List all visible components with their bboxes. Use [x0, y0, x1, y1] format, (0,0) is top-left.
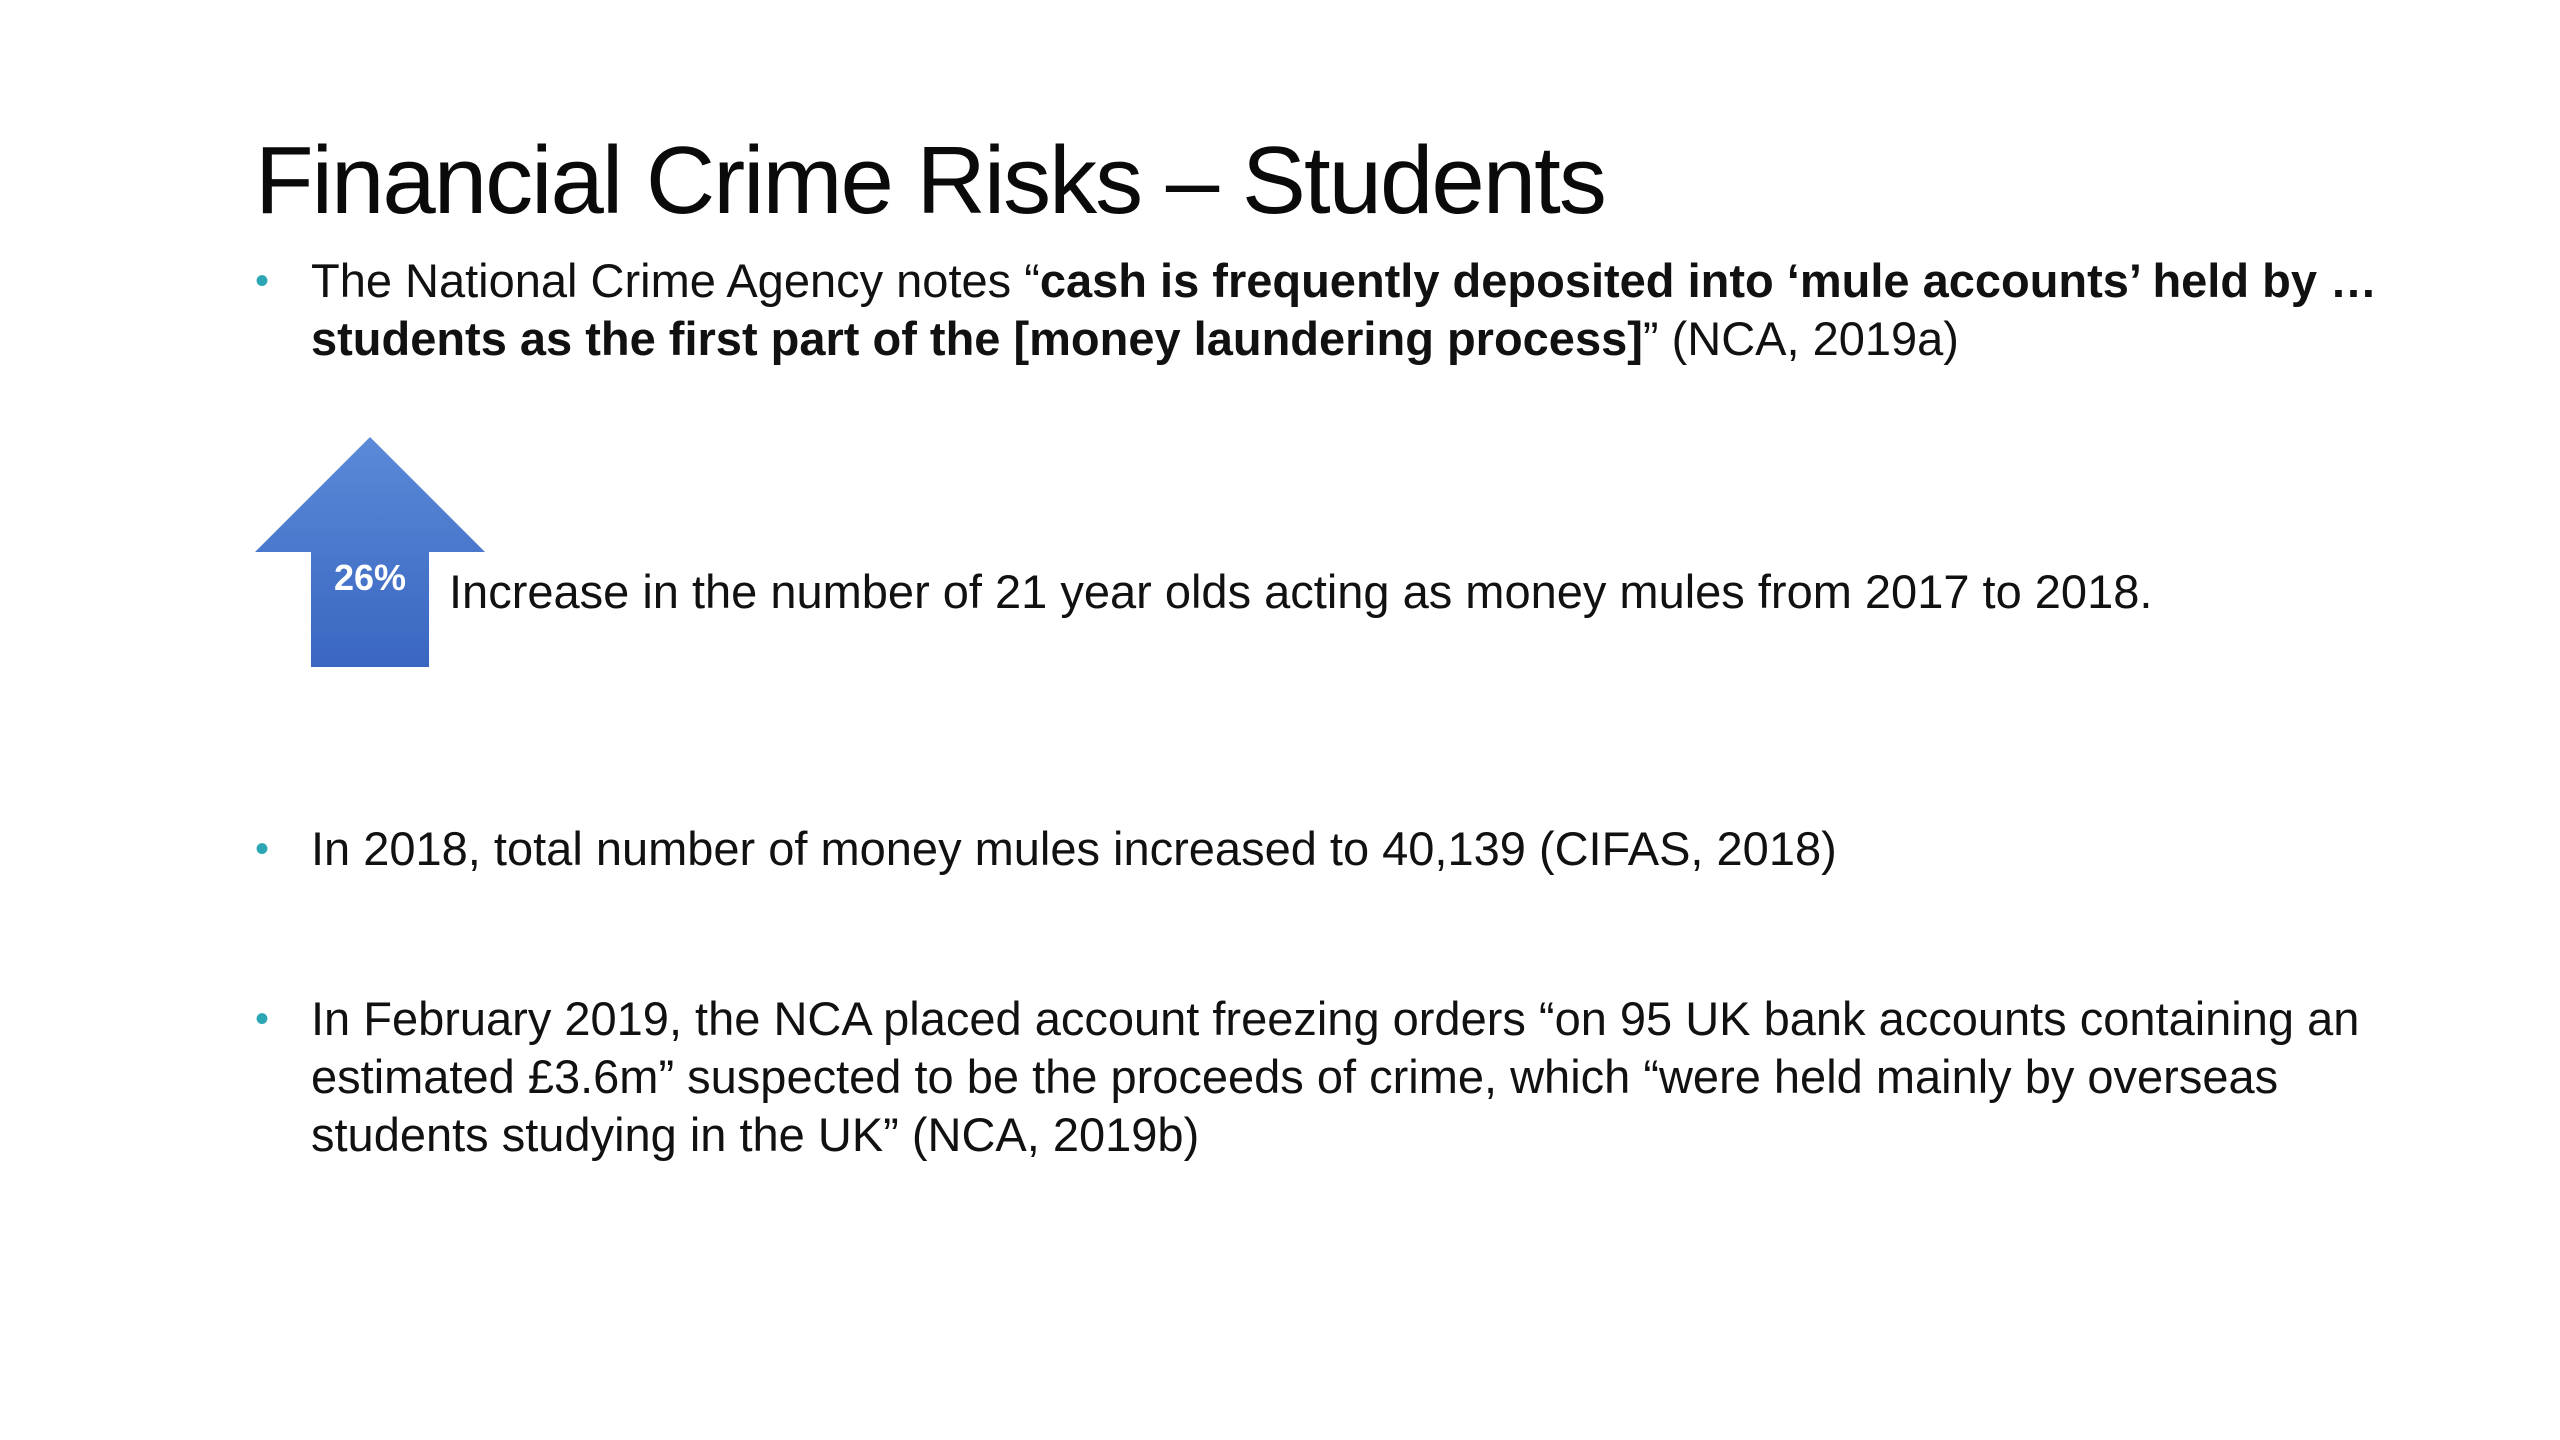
bullet-prefix: The National Crime Agency notes “ [311, 254, 1040, 307]
bullet-text [311, 252, 2405, 368]
bullet-dot-icon: • [255, 827, 270, 871]
bullet-freezing-orders [255, 990, 2405, 1164]
bullet-money-mules-total [255, 820, 2405, 878]
arrow-caption: Increase in the number of 21 year olds acting as money mules from 2017 to 2018. [449, 565, 2153, 618]
slide-title: Financial Crime Risks – Students [255, 127, 1605, 234]
bullet-suffix: ” (NCA, 2019a) [1642, 312, 1959, 365]
up-arrow-icon [255, 437, 485, 667]
bullet-text: In 2018, total number of money mules increased to 40,139 (CIFAS, 2018) [311, 822, 1837, 875]
bullet-bold-quote: cash is frequently deposited into ‘mule accounts’ held by … students as the first part of the [money laundering process] [311, 254, 2378, 365]
bullet-text: In February 2019, the NCA placed account freezing orders “on 95 UK bank accounts containing an estimated £3.6m” suspected to be the proceeds of crime, which “were held mainly by overseas students studying in the UK” (NCA, 2019b) [311, 992, 2360, 1161]
bullet-dot-icon: • [255, 997, 270, 1041]
arrow-percentage-label: 26% [333, 557, 407, 598]
bullet-nca-quote [255, 252, 2405, 368]
bullet-dot-icon: • [255, 259, 270, 303]
